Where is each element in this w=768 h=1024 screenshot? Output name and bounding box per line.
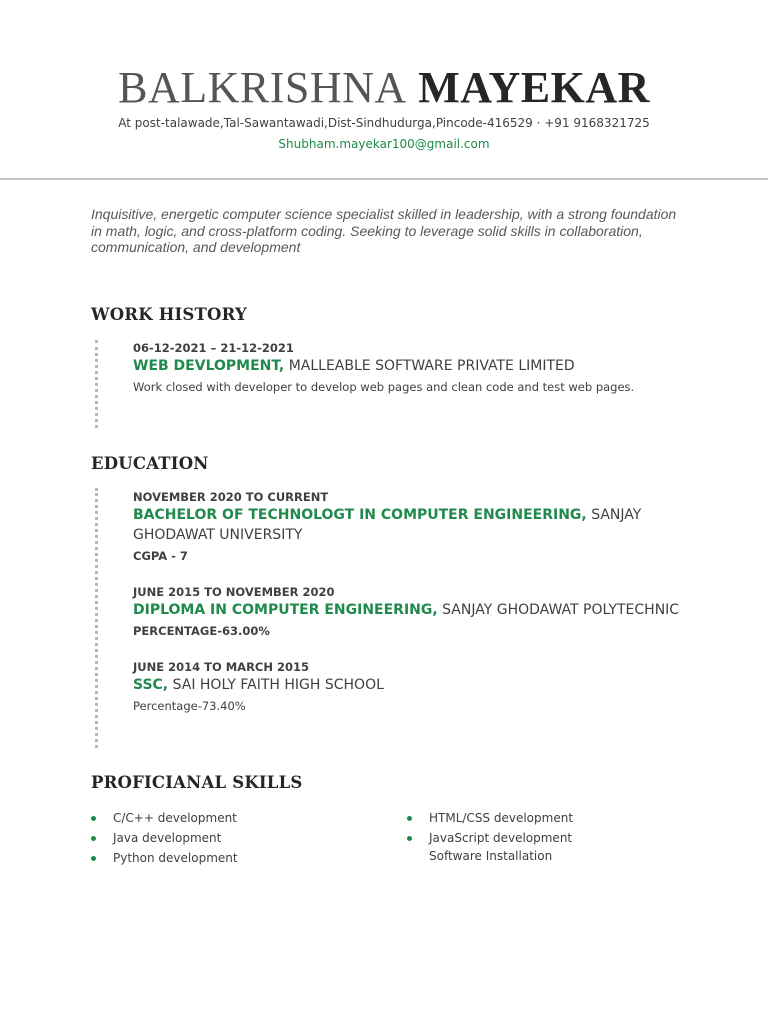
- work-entry-detail: Work closed with developer to develop web pages and clean code and test web pages.: [133, 380, 635, 394]
- education-entry-degree: DIPLOMA IN COMPUTER ENGINEERING,: [133, 602, 438, 618]
- work-entry: [133, 340, 693, 395]
- work-entry-role: [133, 356, 693, 376]
- candidate-name: [0, 62, 768, 114]
- header-divider: [0, 178, 768, 180]
- skill-item: [91, 808, 381, 828]
- skill-label: C/C++ development: [113, 811, 237, 825]
- education-entry-date: JUNE 2014 TO MARCH 2015: [133, 660, 310, 674]
- education-entry: [133, 489, 693, 564]
- skill-label: JavaScript development: [429, 831, 573, 845]
- work-timeline-line: [95, 340, 98, 428]
- skill-label: HTML/CSS development: [429, 811, 574, 825]
- bullet-icon: [91, 856, 96, 861]
- bullet-icon: [91, 816, 96, 821]
- education-entry-degree: BACHELOR OF TECHNOLOGT IN COMPUTER ENGINEERING,: [133, 507, 587, 523]
- skill-item: [407, 808, 707, 828]
- section-title-work-history: WORK HISTORY: [91, 305, 247, 324]
- education-entry-detail: CGPA - 7: [133, 549, 188, 563]
- bullet-icon: [407, 816, 412, 821]
- education-entry: [133, 659, 693, 714]
- resume-header: [0, 62, 768, 153]
- skill-item-continuation: Software Installation: [429, 849, 553, 863]
- skills-column-right: [407, 808, 707, 864]
- email-link[interactable]: Shubham.mayekar100@gmail.com: [278, 137, 490, 151]
- skills-column-left: [91, 808, 381, 868]
- bullet-icon: [91, 836, 96, 841]
- education-timeline-line: [95, 488, 98, 748]
- education-entry-role: [133, 505, 693, 545]
- skill-label: Java development: [113, 831, 222, 845]
- education-entry-date: JUNE 2015 TO NOVEMBER 2020: [133, 585, 335, 599]
- education-entry-degree: SSC,: [133, 677, 169, 693]
- work-entry-title: WEB DEVLOPMENT,: [133, 358, 285, 374]
- education-entry-date: NOVEMBER 2020 TO CURRENT: [133, 490, 329, 504]
- contact-line: At post-talawade,Tal-Sawantawadi,Dist-Sindhudurga,Pincode-416529 · +91 9168321725: [118, 116, 650, 130]
- education-entry-school: SANJAY GHODAWAT UNIVERSITY: [133, 507, 642, 543]
- work-entry-date: 06-12-2021 – 21-12-2021: [133, 341, 294, 355]
- last-name: MAYEKAR: [418, 63, 650, 112]
- skill-label: Python development: [113, 851, 238, 865]
- skill-item: [91, 828, 381, 848]
- skills-list-right: [407, 808, 707, 848]
- education-entry-detail: Percentage-73.40%: [133, 699, 246, 713]
- skill-item: [91, 848, 381, 868]
- section-title-skills: PROFICIANAL SKILLS: [91, 773, 303, 792]
- summary-text: Inquisitive, energetic computer science specialist skilled in leadership, with a strong foundation in math, logic, and cross-platform coding. Seeking to leverage solid skills in collaboration, communication, and development: [91, 206, 677, 255]
- education-entry: [133, 584, 693, 639]
- skills-list-left: [91, 808, 381, 868]
- skill-item: [407, 828, 707, 848]
- bullet-icon: [407, 836, 412, 841]
- work-entry-org: MALLEABLE SOFTWARE PRIVATE LIMITED: [284, 358, 575, 374]
- education-entry-detail: PERCENTAGE-63.00%: [133, 624, 270, 638]
- education-entry-role: [133, 600, 693, 620]
- section-title-education: EDUCATION: [91, 454, 209, 473]
- education-entry-school: SANJAY GHODAWAT POLYTECHNIC: [437, 602, 680, 618]
- education-entry-school: SAI HOLY FAITH HIGH SCHOOL: [168, 677, 384, 693]
- first-name: BALKRISHNA: [118, 63, 407, 112]
- education-entry-role: [133, 675, 693, 695]
